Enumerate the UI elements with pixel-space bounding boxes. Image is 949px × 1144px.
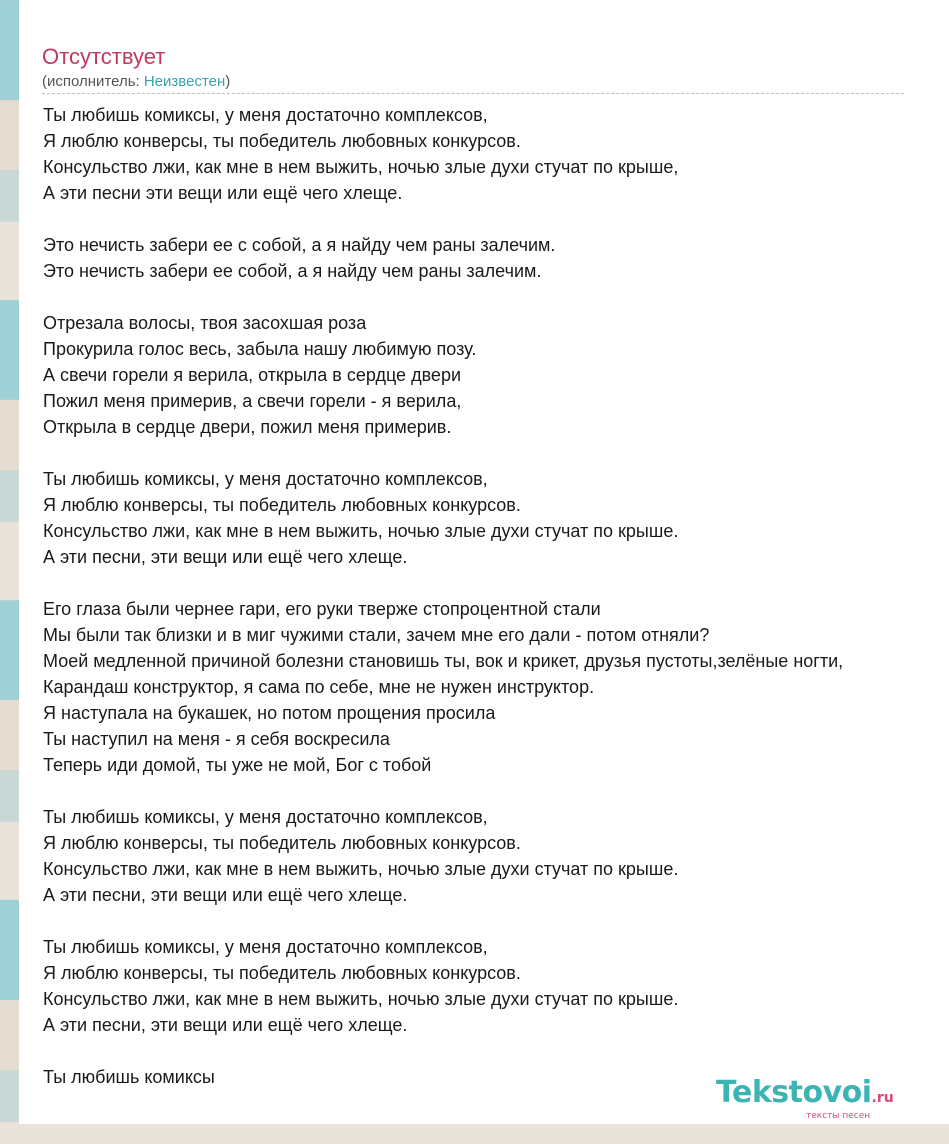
site-logo[interactable] bbox=[716, 1075, 894, 1110]
lyric-line: Его глаза были чернее гари, его руки тверже стопроцентной стали bbox=[43, 599, 601, 619]
lyric-line: Я люблю конверсы, ты победитель любовных конкурсов. bbox=[43, 963, 521, 983]
stanza-break bbox=[43, 778, 949, 804]
logo-text: Tekstovoi bbox=[716, 1075, 872, 1110]
artist-prefix: (исполнитель: bbox=[42, 73, 144, 90]
logo-tagline: тексты песен bbox=[806, 1111, 871, 1121]
lyric-line: Ты любишь комиксы, у меня достаточно комплексов, bbox=[43, 469, 488, 489]
lyric-line: А эти песни, эти вещи или ещё чего хлеще. bbox=[43, 885, 408, 905]
lyric-line: Ты любишь комиксы, у меня достаточно комплексов, bbox=[43, 937, 488, 957]
lyric-line: Консульство лжи, как мне в нем выжить, ночью злые духи стучат по крыше. bbox=[43, 859, 679, 879]
lyric-line: Мы были так близки и в миг чужими стали, зачем мне его дали - потом отняли? bbox=[43, 625, 710, 645]
lyric-line: Я люблю конверсы, ты победитель любовных конкурсов. bbox=[43, 833, 521, 853]
lyric-line: А свечи горели я верила, открыла в сердце двери bbox=[43, 365, 462, 385]
lyric-line: Консульство лжи, как мне в нем выжить, ночью злые духи стучат по крыше. bbox=[43, 521, 679, 541]
lyric-line: Карандаш конструктор, я сама по себе, мне не нужен инструктор. bbox=[43, 677, 595, 697]
lyric-line: Ты любишь комиксы bbox=[43, 1067, 215, 1087]
lyric-line: Ты любишь комиксы, у меня достаточно комплексов, bbox=[43, 105, 488, 125]
lyric-line: Это нечисть забери ее собой, а я найду чем раны залечим. bbox=[43, 261, 542, 281]
lyric-line: Отрезала волосы, твоя засохшая роза bbox=[43, 313, 367, 333]
lyric-line: Я люблю конверсы, ты победитель любовных конкурсов. bbox=[43, 131, 521, 151]
lyrics-card bbox=[19, 0, 949, 1124]
stanza-break bbox=[43, 1038, 949, 1064]
stanza-break bbox=[43, 908, 949, 934]
lyric-line: Моей медленной причиной болезни становишь ты, вок и крикет, друзья пустоты,зелёные ногти, bbox=[43, 651, 844, 671]
lyric-line: Ты наступил на меня - я себя воскресила bbox=[43, 729, 390, 749]
artist-line bbox=[42, 73, 230, 90]
lyric-line: Ты любишь комиксы, у меня достаточно комплексов, bbox=[43, 807, 488, 827]
lyric-line: Это нечисть забери ее с собой, а я найду чем раны залечим. bbox=[43, 235, 556, 255]
lyrics-body bbox=[43, 102, 949, 1090]
lyric-line: Прокурила голос весь, забыла нашу любимую позу. bbox=[43, 339, 477, 359]
artist-link[interactable]: Неизвестен bbox=[143, 73, 226, 90]
lyric-line: А эти песни эти вещи или ещё чего хлеще. bbox=[43, 183, 403, 203]
lyric-line: Я люблю конверсы, ты победитель любовных конкурсов. bbox=[43, 495, 521, 515]
lyric-line: Пожил меня примерив, а свечи горели - я верила, bbox=[43, 391, 462, 411]
song-title: Отсутствует bbox=[42, 44, 166, 69]
lyric-line: Открыла в сердце двери, пожил меня примерив. bbox=[43, 417, 452, 437]
logo-domain: .ru bbox=[871, 1090, 894, 1106]
lyric-line: Консульство лжи, как мне в нем выжить, ночью злые духи стучат по крыше, bbox=[43, 157, 679, 177]
lyric-line: А эти песни, эти вещи или ещё чего хлеще. bbox=[43, 1015, 408, 1035]
stanza-break bbox=[43, 440, 949, 466]
stanza-break bbox=[43, 284, 949, 310]
lyric-line: А эти песни, эти вещи или ещё чего хлеще. bbox=[43, 547, 408, 567]
stanza-break bbox=[43, 206, 949, 232]
lyric-line: Теперь иди домой, ты уже не мой, Бог с тобой bbox=[43, 755, 432, 775]
lyric-line: Я наступала на букашек, но потом прощения просила bbox=[43, 703, 496, 723]
header-divider bbox=[42, 93, 904, 94]
stanza-break bbox=[43, 570, 949, 596]
lyric-line: Консульство лжи, как мне в нем выжить, ночью злые духи стучат по крыше. bbox=[43, 989, 679, 1009]
artist-suffix: ) bbox=[225, 73, 231, 90]
